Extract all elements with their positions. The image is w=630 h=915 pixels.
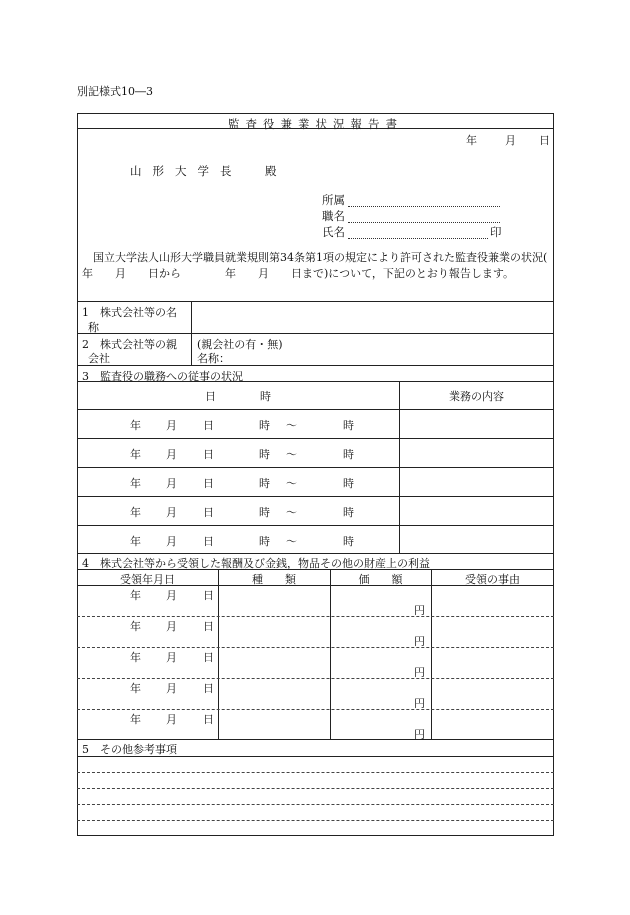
- duty-content-field[interactable]: [401, 469, 551, 494]
- section5-title: 5 その他参考事項: [82, 743, 177, 756]
- duty-hour-from: 時: [259, 419, 270, 432]
- value-yen: 円: [414, 604, 425, 617]
- value-field[interactable]: [332, 711, 412, 737]
- receipt-month: 月: [166, 651, 177, 664]
- row-divider: [77, 616, 554, 617]
- affiliation-label: 所属: [322, 193, 345, 207]
- reason-field[interactable]: [433, 618, 552, 644]
- divider: [77, 301, 554, 302]
- duty-day: 日: [203, 448, 214, 461]
- reason-field[interactable]: [433, 649, 552, 675]
- addressee: 山形大学長 殿: [130, 164, 288, 178]
- divider: [77, 409, 554, 410]
- section1-label: 1 株式会社等の名: [82, 306, 177, 319]
- receipt-month: 月: [166, 589, 177, 602]
- duty-hour-from: 時: [259, 477, 270, 490]
- section3-title: 3 監査役の職務への従事の状況: [82, 370, 243, 383]
- duty-day: 日: [203, 419, 214, 432]
- duty-tilde: ～: [286, 535, 297, 548]
- duty-hour-from: 時: [259, 535, 270, 548]
- duty-day: 日: [203, 477, 214, 490]
- divider: [77, 438, 554, 439]
- position-label: 職名: [322, 209, 345, 223]
- name-field[interactable]: [348, 238, 488, 239]
- value-yen: 円: [414, 635, 425, 648]
- reason-field[interactable]: [433, 711, 552, 737]
- duty-hour-from: 時: [259, 506, 270, 519]
- seal-mark: 印: [490, 225, 502, 239]
- divider: [77, 365, 554, 366]
- report-date-month: 月: [505, 134, 516, 147]
- affiliation-field[interactable]: [348, 206, 500, 207]
- divider: [431, 569, 432, 739]
- duty-hour-to: 時: [343, 448, 354, 461]
- section2-label: 2 株式会社等の親: [82, 338, 177, 351]
- divider: [77, 381, 554, 382]
- reason-field[interactable]: [433, 587, 552, 613]
- duty-year: 年: [130, 535, 141, 548]
- form-id: 別記様式10―3: [77, 85, 153, 98]
- type-field[interactable]: [220, 680, 328, 706]
- duty-hour-to: 時: [343, 535, 354, 548]
- value-yen: 円: [414, 697, 425, 710]
- receipt-month: 月: [166, 620, 177, 633]
- duty-year: 年: [130, 506, 141, 519]
- type-field[interactable]: [220, 711, 328, 737]
- value-field[interactable]: [332, 618, 412, 644]
- divider: [77, 467, 554, 468]
- name-label: 氏名: [322, 225, 345, 239]
- duty-year: 年: [130, 477, 141, 490]
- parent-company-name-label: 名称：: [197, 352, 230, 365]
- divider: [77, 553, 554, 554]
- receipt-month: 月: [166, 713, 177, 726]
- col-receipt-date: 受領年月日: [120, 573, 175, 586]
- value-yen: 円: [414, 666, 425, 679]
- position-field[interactable]: [348, 222, 500, 223]
- divider: [77, 333, 554, 334]
- duty-month: 月: [166, 419, 177, 432]
- col-type: 種 類: [252, 573, 296, 586]
- receipt-year: 年: [130, 620, 141, 633]
- value-field[interactable]: [332, 649, 412, 675]
- value-field[interactable]: [332, 587, 412, 613]
- col-content: 業務の内容: [449, 390, 504, 403]
- section1-label-cont: 称: [88, 321, 99, 334]
- duty-month: 月: [166, 477, 177, 490]
- divider: [77, 739, 554, 740]
- section2-label-cont: 会社: [88, 352, 110, 365]
- value-yen: 円: [414, 728, 425, 741]
- receipt-year: 年: [130, 713, 141, 726]
- duty-tilde: ～: [286, 506, 297, 519]
- receipt-day: 日: [203, 651, 214, 664]
- row-divider: [77, 678, 554, 679]
- divider: [77, 525, 554, 526]
- row-divider: [77, 647, 554, 648]
- duty-day: 日: [203, 506, 214, 519]
- duty-tilde: ～: [286, 419, 297, 432]
- divider: [77, 496, 554, 497]
- report-date-day: 日: [539, 134, 550, 147]
- other-notes-field[interactable]: [79, 758, 552, 834]
- report-date-year: 年: [466, 134, 477, 147]
- receipt-year: 年: [130, 589, 141, 602]
- duty-month: 月: [166, 535, 177, 548]
- value-field[interactable]: [332, 680, 412, 706]
- divider: [77, 585, 554, 586]
- duty-content-field[interactable]: [401, 440, 551, 465]
- col-value: 価 額: [358, 573, 403, 586]
- receipt-year: 年: [130, 651, 141, 664]
- section4-title: 4 株式会社等から受領した報酬及び金銭，物品その他の財産上の利益: [82, 557, 430, 570]
- receipt-day: 日: [203, 589, 214, 602]
- divider: [330, 569, 331, 739]
- row-divider: [77, 709, 554, 710]
- duty-tilde: ～: [286, 477, 297, 490]
- duty-hour-from: 時: [259, 448, 270, 461]
- receipt-day: 日: [203, 713, 214, 726]
- reason-field[interactable]: [433, 680, 552, 706]
- duty-hour-to: 時: [343, 419, 354, 432]
- receipt-day: 日: [203, 620, 214, 633]
- duty-content-field[interactable]: [401, 411, 551, 436]
- duty-year: 年: [130, 448, 141, 461]
- duty-content-field[interactable]: [401, 498, 551, 523]
- divider: [77, 756, 554, 757]
- company-name-field[interactable]: [193, 303, 551, 331]
- duty-day: 日: [203, 535, 214, 548]
- receipt-year: 年: [130, 682, 141, 695]
- form-title: 監査役兼業状況報告書: [228, 117, 403, 131]
- receipt-day: 日: [203, 682, 214, 695]
- divider: [77, 569, 554, 570]
- col-reason: 受領の事由: [465, 573, 520, 586]
- col-datetime: 日 時: [205, 390, 271, 403]
- intro-paragraph: 国立大学法人山形大学職員就業規則第34条第1項の規定により許可された監査役兼業の状況( 年 月 日から 年 月 日まで)について，下記のとおり報告します。: [82, 251, 592, 280]
- divider: [77, 128, 554, 129]
- duty-year: 年: [130, 419, 141, 432]
- duty-content-field[interactable]: [401, 527, 551, 552]
- duty-tilde: ～: [286, 448, 297, 461]
- duty-month: 月: [166, 448, 177, 461]
- duty-month: 月: [166, 506, 177, 519]
- divider: [218, 569, 219, 739]
- duty-hour-to: 時: [343, 506, 354, 519]
- type-field[interactable]: [220, 649, 328, 675]
- duty-hour-to: 時: [343, 477, 354, 490]
- type-field[interactable]: [220, 587, 328, 613]
- parent-company-exists[interactable]: (親会社の有・無): [197, 338, 283, 351]
- type-field[interactable]: [220, 618, 328, 644]
- receipt-month: 月: [166, 682, 177, 695]
